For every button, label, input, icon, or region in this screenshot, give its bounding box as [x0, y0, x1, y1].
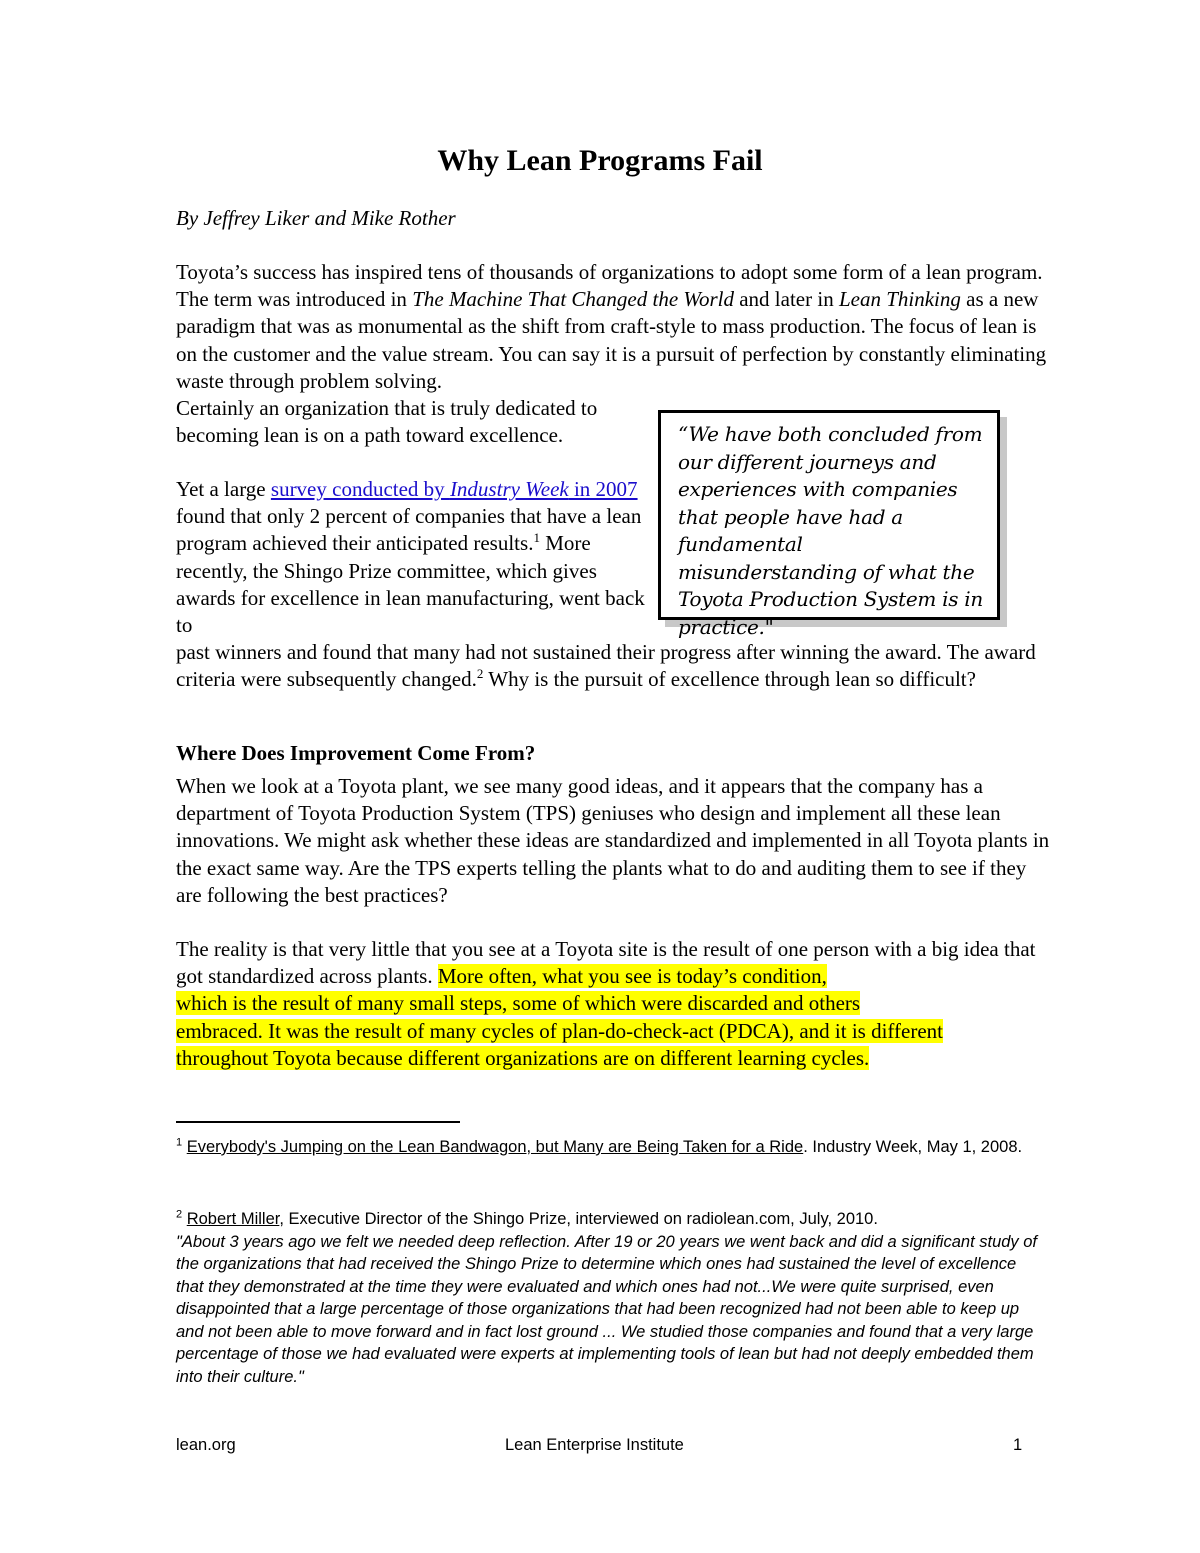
footnote-ref-2: 2	[476, 666, 484, 682]
section-paragraph-1: When we look at a Toyota plant, we see many good ideas, and it appears that the company has a department of Toyota Production System (TPS) geniuses who design and implement all these lean innovations. We might ask whether these ideas are standardized and implemented in all Toyota plants in the exact same way. Are the TPS experts telling the plants what to do and auditing them to see if they are following the best practices?	[176, 774, 1050, 907]
intro-paragraph-continued: Certainly an organization that is truly dedicated to becoming lean is on a path toward excellence.	[176, 396, 598, 448]
page-title: Why Lean Programs Fail	[437, 144, 763, 177]
footnote-ref-1: 1	[533, 530, 540, 546]
footnote-divider	[176, 1121, 460, 1123]
survey-text-a: Yet a large	[176, 477, 271, 501]
highlighted-text-2: which is the result of many small steps, some of which were discarded and others	[176, 991, 861, 1016]
survey-text-c: More recently, the Shingo Prize committee, which gives awards for excellence in lean manufacturing, went back to	[176, 531, 645, 638]
survey-text-b: found that only 2 percent of companies that have a lean program achieved their anticipated results.	[176, 504, 642, 556]
footnote-2-quote: "About 3 years ago we felt we needed deep reflection. After 19 or 20 years we went back and did a significant study of the organizations that had received the Shingo Prize to determine which ones had sustained the level of excellence that they demonstrated at the time they were evaluated and which ones had not...We were quite surprised, even disappointed that a large percentage of those organizations that had been recognized had not been able to keep up and not been able to move forward and in fact lost ground ... We studied those companies and found that a very large percentage of those we had evaluated were experts at implementing tools of lean but had not deeply embedded them into their culture."	[176, 1232, 1038, 1386]
footnote-2-person: Robert Miller	[186, 1210, 280, 1228]
intro-paragraph	[176, 259, 1056, 395]
footer-page-number: 1	[1013, 1436, 1023, 1454]
highlighted-text-3: embraced. It was the result of many cycles of plan-do-check-act (PDCA), and it is different	[176, 1018, 944, 1043]
intro-text-c: as a new paradigm that was as monumental as the shift from craft-style to mass production. The focus of lean is on the customer and the value stream. You can say it is a pursuit of perfection by constantly eliminating waste through problem solving.	[176, 287, 1047, 393]
book-title-lean-thinking: Lean Thinking	[838, 287, 961, 312]
footnote-2-number: 2	[176, 1208, 183, 1221]
survey-text-e: Why is the pursuit of excellence through lean so difficult?	[483, 667, 976, 692]
intro-text-a: Toyota’s success has inspired tens of thousands of organizations to adopt some form of a lean program. The term was introduced in	[176, 260, 1043, 312]
highlighted-text-1: More often, what you see is today’s condition,	[437, 964, 827, 989]
footnote-2	[176, 1208, 1046, 1388]
survey-text-d: past winners and found that many had not sustained their progress after winning the award. The award criteria were subsequently changed.	[176, 640, 1036, 692]
survey-paragraph	[176, 476, 646, 639]
section-text-a: The reality is that very little that you see at a Toyota site is the result of one person with a big idea that got standardized across plants.	[176, 937, 1036, 989]
section-paragraph-2	[176, 936, 1056, 1072]
footnote-1-article-title: Everybody's Jumping on the Lean Bandwagon, but Many are Being Taken for a Ride	[186, 1138, 804, 1156]
book-title-machine: The Machine That Changed the World	[412, 287, 734, 312]
pull-quote-box	[658, 410, 1000, 639]
pull-quote-text: “We have both concluded from our different journeys and experiences with companies that people have had a fundamental misunderstanding of what the Toyota Production System is in practice."	[678, 422, 983, 639]
survey-link[interactable]	[271, 477, 638, 501]
footnote-2-source: , Executive Director of the Shingo Prize, interviewed on radiolean.com, July, 2010.	[279, 1210, 878, 1228]
survey-link-text-b: in 2007	[568, 477, 638, 501]
highlighted-text-4: throughout Toyota because different organizations are on different learning cycles.	[176, 1045, 870, 1070]
survey-link-text-a: survey conducted by	[270, 477, 450, 501]
footer-site: lean.org	[176, 1436, 236, 1454]
section-heading: Where Does Improvement Come From?	[176, 741, 536, 765]
intro-text-b: and later in	[733, 287, 839, 312]
survey-link-magazine: Industry Week	[449, 477, 569, 501]
footnote-1	[176, 1136, 1046, 1159]
footnote-1-source: . Industry Week, May 1, 2008.	[803, 1138, 1023, 1156]
survey-paragraph-continued	[176, 639, 1056, 693]
byline: By Jeffrey Liker and Mike Rother	[176, 206, 456, 230]
footnote-1-number: 1	[176, 1136, 183, 1149]
footer-organization: Lean Enterprise Institute	[505, 1436, 684, 1454]
